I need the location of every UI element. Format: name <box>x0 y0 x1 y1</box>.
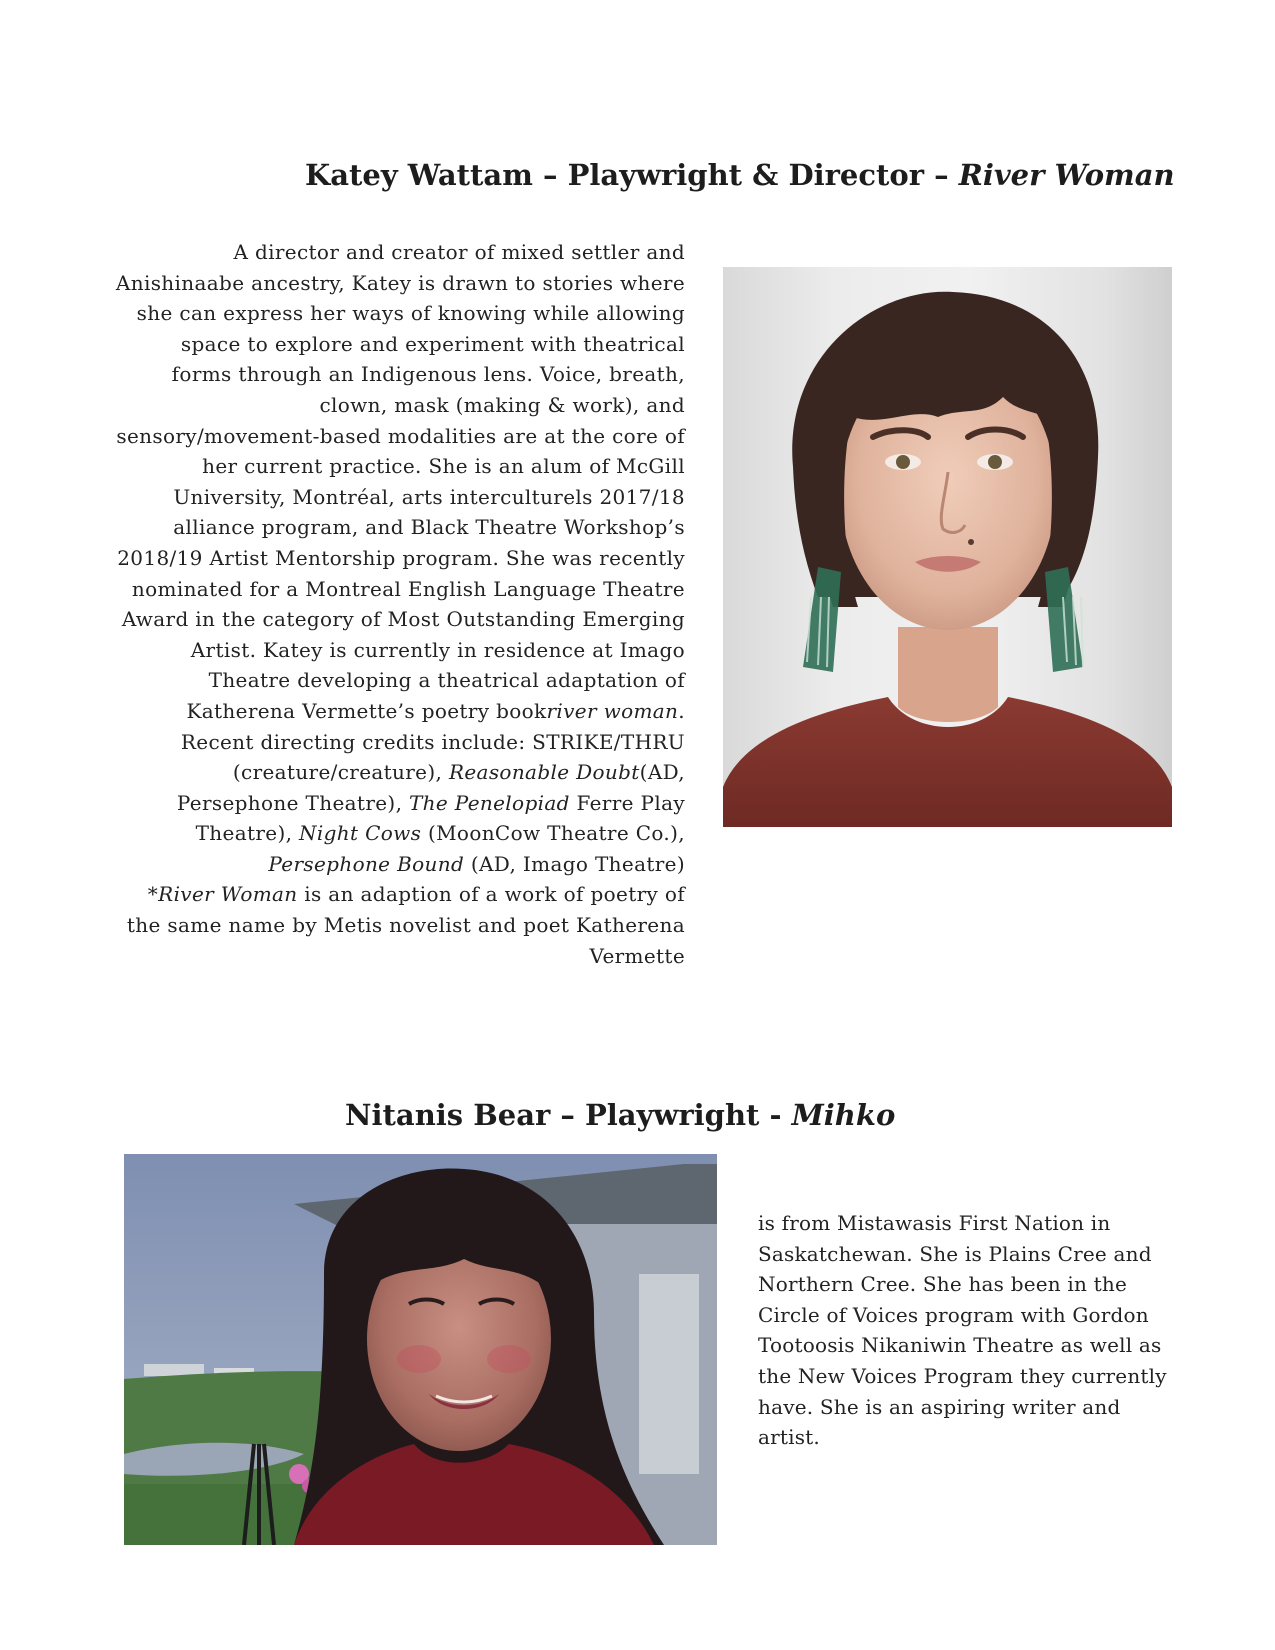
nitanis-bio: is from Mistawasis First Nation in Saskatchewan. She is Plains Cree and Northern Cree. She has been in the Circle of Voices program with Gordon Tootoosis Nikaniwin Theatre as well as the New Voices Program they currently have. She is an aspiring writer and artist. <box>758 1211 1167 1450</box>
bio-text: Ferre Play Theatre), <box>195 790 685 846</box>
nitanis-heading-work-title: Mihko <box>791 1098 896 1132</box>
note-text: is an adaption of a work of poetry of the same name by Metis novelist and poet Katherena Vermette <box>126 882 685 968</box>
nitanis-heading <box>345 1098 895 1133</box>
bio-work-title: river woman <box>546 698 679 723</box>
bio-work-title: Reasonable Doubt <box>448 760 640 785</box>
nitanis-heading-text: Nitanis Bear – Playwright - <box>345 1098 792 1132</box>
note-work-title: River Woman <box>158 882 298 907</box>
katey-heading-text: Katey Wattam – Playwright & Director – <box>305 158 959 192</box>
bio-work-title: The Penelopiad <box>408 790 570 815</box>
bio-text: (AD, Imago Theatre) <box>464 851 685 876</box>
bio-text: (AD, Persephone Theatre), <box>176 760 685 815</box>
note-asterisk: * <box>147 882 159 907</box>
bio-work-title: Night Cows <box>299 821 422 846</box>
bio-text: . Recent directing credits include: STRIKE/THRU (creature/creature), <box>180 698 685 785</box>
bio-text: A director and creator of mixed settler and Anishinaabe ancestry, Katey is drawn to stories where she can express her ways of knowing while allowing space to explore and experiment with theatrical forms through an Indigenous lens. Voice, breath, clown, mask (making & work), and sensory/movement-based modalities are at the core of her current practice. She is an alum of McGill University, Montréal, arts interculturels 2017/18 alliance program, and Black Theatre Workshop’s 2018/19 Artist Mentorship program. She was recently nominated for a Montreal English Language Theatre Award in the category of Most Outstanding Emerging Artist. Katey is currently in residence at Imago Theatre developing a theatrical adaptation of Katherena Vermette’s poetry book <box>115 240 685 723</box>
bio-text: (MoonCow Theatre Co.), <box>421 821 685 846</box>
nitanis-outdoor-photo <box>124 1154 717 1545</box>
katey-heading <box>305 158 1175 193</box>
katey-heading-work-title: River Woman <box>958 158 1175 192</box>
katey-portrait-photo <box>723 267 1172 827</box>
bio-work-title: Persephone Bound <box>268 851 465 876</box>
katey-bio <box>115 237 685 971</box>
